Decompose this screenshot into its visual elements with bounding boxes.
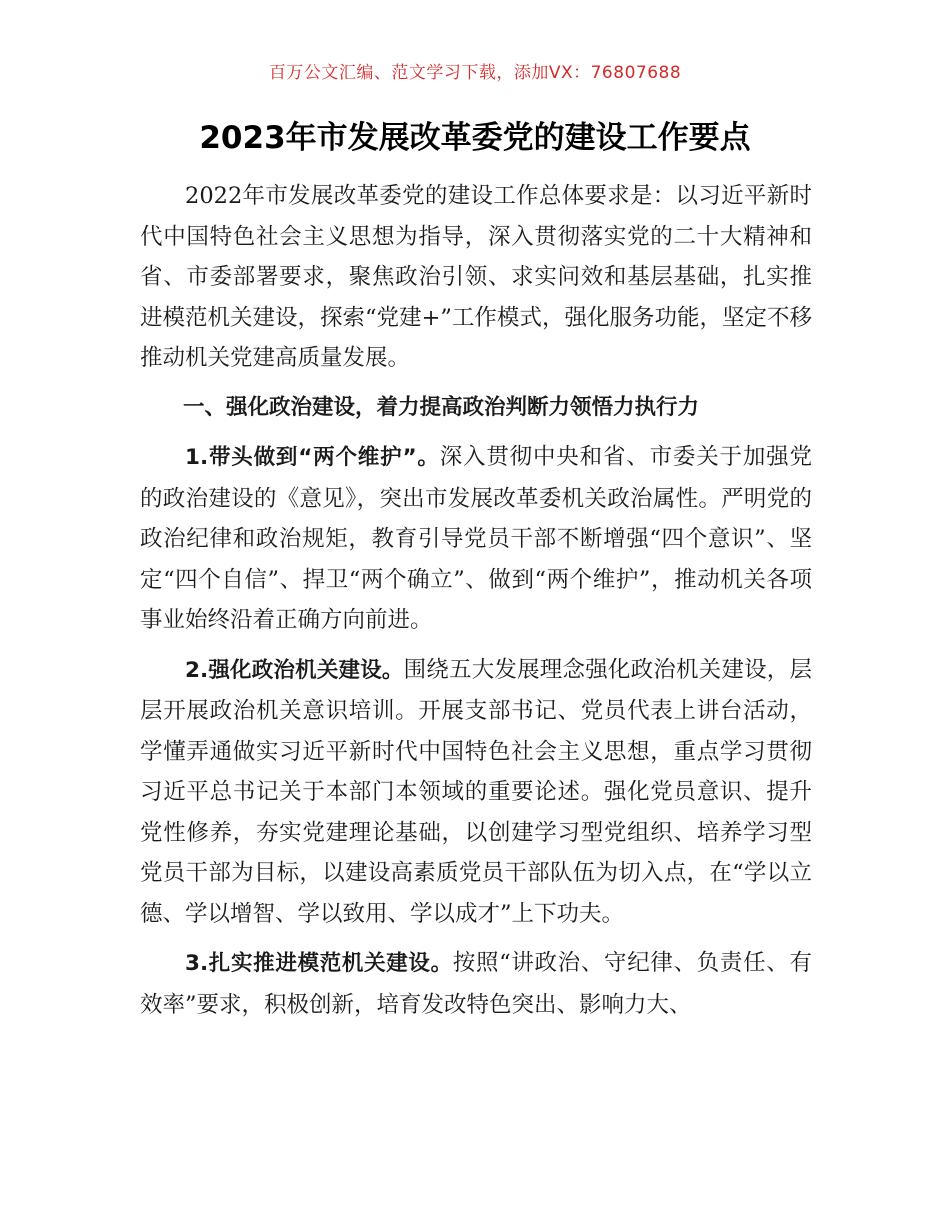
item-lead-2: 2.强化政治机关建设。: [185, 657, 404, 683]
item-paragraph-2: [140, 650, 812, 935]
item-lead-1: 1.带头做到“两个维护”。: [185, 445, 440, 470]
item-lead-3: 3.扎实推进模范机关建设。: [185, 951, 453, 976]
document-body: [140, 176, 812, 1034]
item-body-3: 按照“讲政治、守纪律、负责任、有效率”要求，积极创新，培育发改特色突出、影响力大、: [140, 950, 812, 1018]
intro-paragraph: 2022年市发展改革委党的建设工作总体要求是：以习近平新时代中国特色社会主义思想为指导，深入贯彻落实党的二十大精神和省、市委部署要求，聚焦政治引领、求实问效和基层基础，扎实推进模范机关建设，探索“党建+”工作模式，强化服务功能，坚定不移推动机关党建高质量发展。: [140, 183, 812, 371]
document-title: 2023年市发展改革委党的建设工作要点: [199, 120, 751, 156]
item-paragraph-1: [140, 437, 812, 641]
watermark-header: 百万公文汇编、范文学习下载，添加VX：76807688: [268, 63, 682, 83]
item-body-1: 深入贯彻中央和省、市委关于加强党的政治建设的《意见》，突出市发展改革委机关政治属性。严明党的政治纪律和政治规矩，教育引导党员干部不断增强“四个意识”、坚定“四个自信”、捍卫“两个确立”、做到“两个维护”，推动机关各项事业始终沿着正确方向前进。: [140, 444, 812, 633]
section-heading-1: 一、强化政治建设，着力提高政治判断力领悟力执行力: [183, 394, 700, 420]
item-paragraph-3: [140, 943, 812, 1025]
item-body-2: 围绕五大发展理念强化政治机关建设，层层开展政治机关意识培训。开展支部书记、党员代表上讲台活动，学懂弄通做实习近平新时代中国特色社会主义思想，重点学习贯彻习近平总书记关于本部门本领域的重要论述。强化党员意识、提升党性修养，夯实党建理论基础，以创建学习型党组织、培养学习型党员干部为目标，以建设高素质党员干部队伍为切入点，在“学以立德、学以增智、学以致用、学以成才”上下功夫。: [140, 656, 812, 927]
